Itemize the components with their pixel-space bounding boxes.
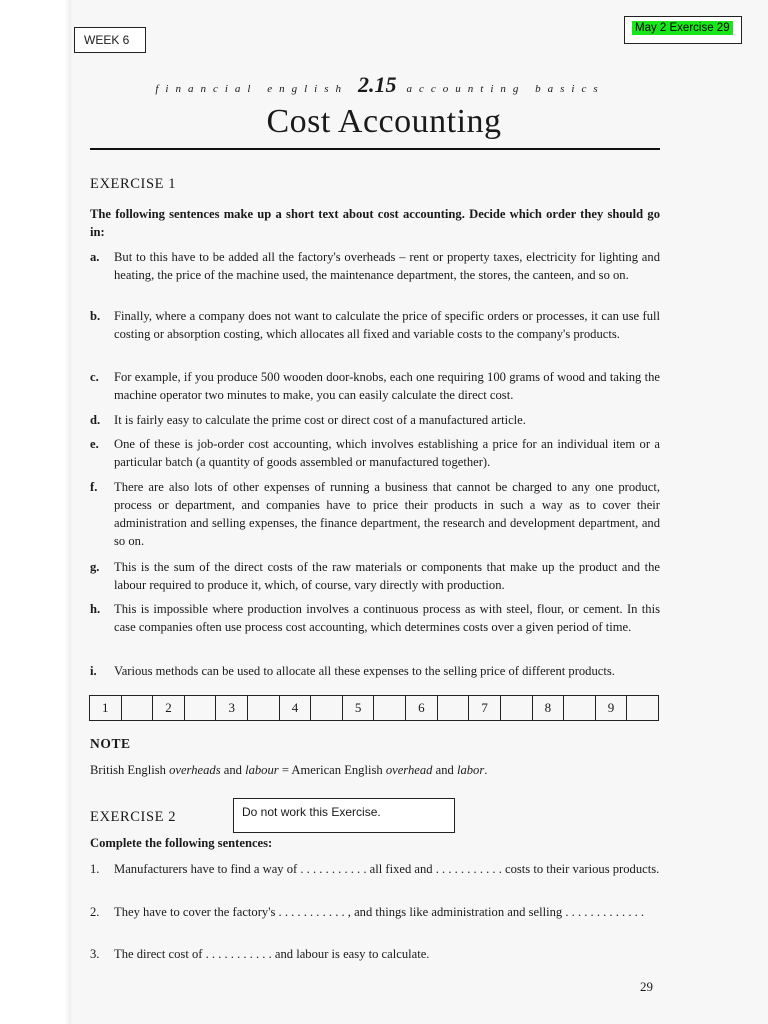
note-term-labor: labor: [456, 763, 485, 777]
item-text: Finally, where a company does not want to calculate the price of specific orders or processes, it can use full costing or absorption costing, which allocates all fixed and variable costs to the company's products.: [114, 309, 660, 341]
answer-slot[interactable]: [184, 696, 216, 721]
answer-slot[interactable]: [627, 696, 659, 721]
book-header: [140, 72, 620, 102]
item-letter: g.: [90, 560, 100, 574]
list-item-a: [90, 248, 660, 284]
exercise2-instruction: Complete the following sentences:: [90, 836, 273, 850]
list-item-i: [90, 662, 660, 680]
note-term-labour: labour: [245, 763, 279, 777]
note-text: [90, 761, 660, 779]
list-item-h: [90, 600, 660, 636]
note-prefix: British English: [90, 763, 170, 777]
answer-number: 8: [532, 696, 564, 721]
answer-slot[interactable]: [121, 696, 153, 721]
assignment-box: [624, 16, 742, 44]
exercise1-instruction: The following sentences make up a short text about cost accounting. Decide which order they should go in:: [90, 207, 660, 239]
item-letter: f.: [90, 480, 98, 494]
header-right: accounting basics: [406, 83, 605, 95]
fill-in-item-2: [90, 903, 660, 921]
warning-label: Do not work this Exercise.: [242, 805, 381, 819]
note-equals: = American English: [278, 763, 386, 777]
list-item-e: [90, 435, 660, 471]
note-term-overheads: overheads: [169, 763, 221, 777]
assignment-label: May 2 Exercise 29: [632, 21, 733, 35]
page-number: 29: [640, 979, 653, 994]
answer-slot[interactable]: [248, 696, 280, 721]
item-number: 1.: [90, 862, 100, 876]
item-text: Manufacturers have to find a way of . . . . . . . . . . . all fixed and . . . . . . . . . . . costs to their various products.: [114, 862, 660, 876]
page-title: Cost Accounting: [266, 103, 502, 140]
item-text: They have to cover the factory's . . . . . . . . . . . , and things like administration and selling . . . . . . . . . . . . .: [114, 905, 645, 919]
answer-slot[interactable]: [374, 696, 406, 721]
list-item-g: [90, 558, 660, 594]
fill-in-item-3: [90, 945, 660, 963]
note-and: and: [432, 763, 457, 777]
list-item-b: [90, 307, 660, 343]
item-letter: d.: [90, 413, 101, 427]
item-letter: h.: [90, 602, 101, 616]
list-item-c: [90, 368, 660, 404]
item-text: This is the sum of the direct costs of the raw materials or components that make up the product and the labour required to produce it, which, of course, vary directly with production.: [114, 560, 660, 592]
title-rule: [90, 148, 660, 150]
section-number: 2.15: [358, 72, 397, 97]
item-text: One of these is job-order cost accounting, which involves establishing a price for an individual item or a particular batch (a quantity of goods assembled or manufactured together).: [114, 437, 660, 469]
exercise2-heading: EXERCISE 2: [90, 809, 177, 825]
answer-number: 9: [595, 696, 627, 721]
answer-number: 2: [153, 696, 185, 721]
note-and: and: [220, 763, 246, 777]
answer-number: 7: [469, 696, 501, 721]
answer-number: 5: [342, 696, 374, 721]
item-text: There are also lots of other expenses of running a business that cannot be charged to any one product, process or department, and companies have to price their products in such a way as to cover their administration and selling expenses, the finance department, the research and development department, and so on.: [114, 480, 660, 548]
item-letter: a.: [90, 250, 100, 264]
item-letter: e.: [90, 437, 99, 451]
item-text: Various methods can be used to allocate all these expenses to the selling price of different products.: [114, 664, 615, 678]
note-term-overhead: overhead: [385, 763, 433, 777]
answer-grid: [89, 695, 659, 721]
fill-in-item-1: [90, 860, 660, 878]
item-letter: b.: [90, 309, 101, 323]
list-item-d: [90, 411, 660, 429]
answer-slot[interactable]: [500, 696, 532, 721]
item-text: It is fairly easy to calculate the prime cost or direct cost of a manufactured article.: [114, 413, 526, 427]
answer-slot[interactable]: [437, 696, 469, 721]
warning-box: [233, 798, 455, 833]
answer-slot[interactable]: [311, 696, 343, 721]
item-text: But to this have to be added all the factory's overheads – rent or property taxes, electricity for lighting and heating, the price of the machine used, the maintenance department, the stores, the canteen, and so on.: [114, 250, 660, 282]
item-text: For example, if you produce 500 wooden door-knobs, each one requiring 100 grams of wood and taking the machine operator two minutes to make, you can easily calculate the direct cost.: [114, 370, 660, 402]
answer-number: 6: [406, 696, 438, 721]
answer-number: 4: [279, 696, 311, 721]
item-letter: i.: [90, 664, 97, 678]
item-text: This is impossible where production involves a continuous process as with steel, flour, or cement. In this case companies often use process cost accounting, which determines costs over a given period of time.: [114, 602, 660, 634]
week-label: WEEK 6: [84, 33, 130, 47]
week-label-box: [74, 27, 146, 53]
answer-number: 3: [216, 696, 248, 721]
answer-number: 1: [90, 696, 122, 721]
exercise1-heading: EXERCISE 1: [90, 176, 177, 192]
answer-slot[interactable]: [564, 696, 596, 721]
note-heading: NOTE: [90, 736, 131, 751]
item-number: 3.: [90, 947, 100, 961]
header-left: financial english: [155, 83, 348, 95]
note-end: .: [484, 763, 488, 777]
item-letter: c.: [90, 370, 99, 384]
scan-margin: [0, 0, 72, 1024]
list-item-f: [90, 478, 660, 550]
item-text: The direct cost of . . . . . . . . . . . and labour is easy to calculate.: [114, 947, 430, 961]
item-number: 2.: [90, 905, 100, 919]
